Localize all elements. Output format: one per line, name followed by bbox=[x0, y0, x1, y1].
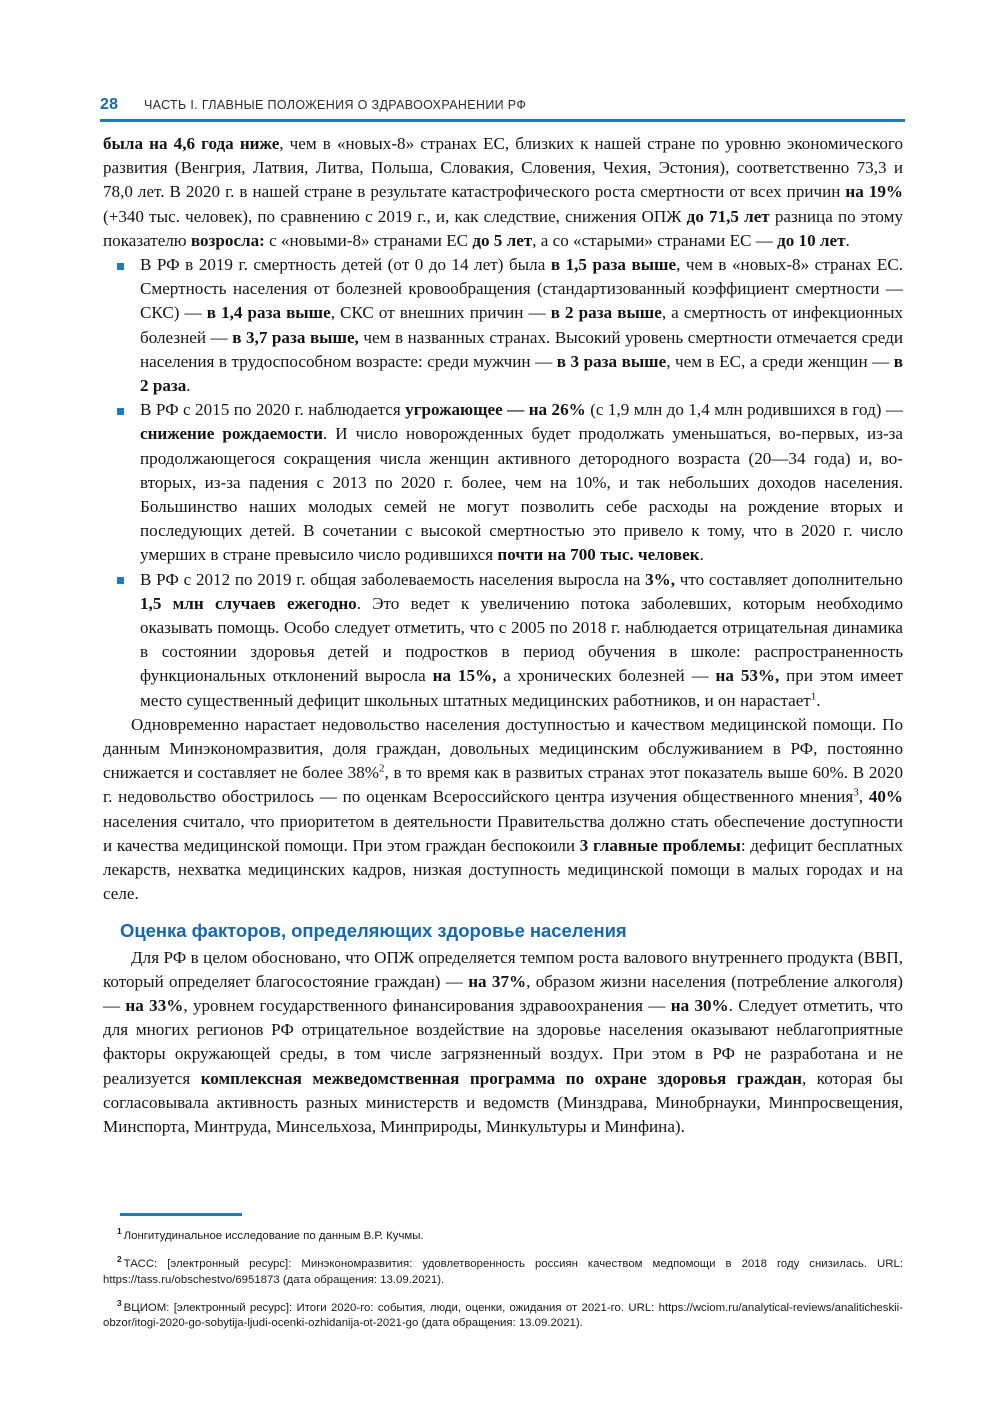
emphasis-run-5: в 2 раза выше bbox=[550, 303, 662, 323]
bullet-morbidity-text bbox=[140, 570, 903, 710]
text-run-6: , а смертность от инфекционных болезней — bbox=[140, 303, 904, 347]
list-item bbox=[103, 398, 903, 567]
square-bullet-icon bbox=[117, 408, 124, 415]
footnote-item bbox=[103, 1296, 903, 1332]
bullet-list bbox=[103, 253, 903, 713]
text-run-0: В РФ в 2019 г. смертность детей (от 0 до 14 лет) была bbox=[140, 255, 551, 275]
factors-s4: . Следует отметить, что для многих регионов РФ отрицательное воздействие на здоровье населения оказывают неблагоприятные факторы окружающей среды, в том числе загрязненный воздух. При этом в РФ не разработана и не реализуется bbox=[103, 995, 904, 1088]
footnote-marker: 2 bbox=[117, 1254, 122, 1265]
factors-b3: на 30% bbox=[670, 995, 729, 1015]
emphasis-run-1: в 1,5 раза выше bbox=[550, 255, 677, 275]
page-content bbox=[103, 132, 903, 1139]
paragraph-dissatisfaction bbox=[103, 713, 903, 907]
square-bullet-icon bbox=[117, 263, 124, 270]
emphasis-run-1: угрожающее — на 26% bbox=[405, 400, 586, 420]
text-run-10: , чем в ЕС, а среди женщин — bbox=[666, 351, 894, 371]
emphasis-run-7: на 53%, bbox=[715, 666, 780, 686]
dissat-s5: : дефицит бесплатных лекарств, нехватка медицинских кадров, низкая доступность медицинской помощи в малых городах и на селе. bbox=[103, 835, 903, 904]
text-run-2: (с 1,9 млн до 1,4 млн родившихся в год) — bbox=[585, 400, 904, 420]
page-number: 28 bbox=[100, 96, 119, 113]
text-run-2: что составляет дополнительно bbox=[675, 569, 903, 589]
factors-s2: , образом жизни населения (потребление алкоголя) — bbox=[103, 971, 903, 1015]
list-item bbox=[103, 568, 903, 713]
dissat-s1: Одновременно нарастает недовольство населения доступностью и качеством медицинской помощи. По данным Минэкономразвития, доля граждан, довольных медицинским обслуживанием в РФ, постоянно снижается и составляет не более 38% bbox=[103, 714, 903, 783]
footnote-ref-1: 1 bbox=[810, 689, 817, 702]
continued-bold-6: до 10 лет bbox=[777, 230, 846, 250]
emphasis-run-3: в 1,4 раза выше bbox=[206, 303, 331, 323]
footnote-ref-2: 2 bbox=[379, 762, 385, 775]
footnote-ref-3: 3 bbox=[853, 786, 859, 799]
dissat-bold-2: 3 главные проблемы bbox=[579, 835, 741, 855]
text-run-tail: . bbox=[816, 690, 821, 710]
footnote-marker: 1 bbox=[117, 1226, 122, 1236]
bullet-mortality-text bbox=[140, 255, 903, 395]
text-run-4: , СКС от внешних причин — bbox=[330, 303, 551, 323]
emphasis-run-5: на 15%, bbox=[432, 666, 497, 686]
factors-s1: Для РФ в целом обосновано, что ОПЖ определяется темпом роста валового внутреннего продукта (ВВП, который определяет благосостояние граждан) — bbox=[103, 947, 903, 991]
text-run-6: . bbox=[699, 545, 704, 565]
text-run-0: В РФ с 2015 по 2020 г. наблюдается bbox=[140, 400, 406, 420]
bullet-birthrate-text bbox=[140, 400, 903, 564]
square-bullet-icon bbox=[117, 577, 124, 584]
continued-bold-3: до 71,5 лет bbox=[686, 206, 770, 226]
continued-bold-4: возросла: bbox=[190, 230, 265, 250]
emphasis-run-7: в 3,7 раза выше, bbox=[232, 327, 359, 347]
footnote-separator-rule bbox=[120, 1213, 242, 1216]
dissat-s3: , bbox=[858, 787, 869, 807]
paragraph-continued bbox=[103, 132, 903, 253]
factors-b2: на 33% bbox=[125, 995, 184, 1015]
factors-b4: комплексная межведомственная программа по охране здоровья граждан bbox=[200, 1068, 802, 1088]
footnote-text: ВЦИОМ: [электронный ресурс]: Итоги 2020-го: события, люди, оценки, ожидания от 2021-го. URL: https://wciom.ru/analytical-reviews/analiticheskii-obzor/itogi-2020-go-sobytija-ljudi-ocenki-ozhidanija-ot-2021-go (дата обращения: 13.09.2021). bbox=[103, 1301, 903, 1330]
text-run-8: при этом имеет место существенный дефицит школьных штатных медицинских работников, и он нарастает bbox=[140, 666, 903, 710]
dissat-s4: населения считало, что приоритетом в деятельности Правительства должно стать обеспечение доступности и качества медицинской помощи. При этом граждан беспокоили bbox=[103, 811, 903, 855]
factors-b1: на 37% bbox=[468, 971, 527, 991]
running-header bbox=[100, 96, 905, 126]
text-run-6: а хронических болезней — bbox=[496, 666, 716, 686]
section-heading: Оценка факторов, определяющих здоровье населения bbox=[120, 919, 627, 941]
emphasis-run-9: в 3 раза выше bbox=[556, 351, 667, 371]
header-rule bbox=[100, 119, 905, 122]
dissat-s2: , в то время как в развитых странах этот показатель выше 60%. В 2020 г. недовольство обострилось — по оценкам Всероссийского центра изучения общественного мнения bbox=[103, 763, 904, 807]
paragraph-factors bbox=[103, 946, 903, 1140]
continued-lead-bold: была на 4,6 года ниже bbox=[103, 134, 280, 153]
footnote-text: Лонгитудинальное исследование по данным В.Р. Кучмы. bbox=[123, 1229, 424, 1242]
dissat-bold-1: 40% bbox=[868, 787, 904, 807]
emphasis-run-5: почти на 700 тыс. человек bbox=[497, 545, 700, 565]
continued-bold-2: на 19% bbox=[845, 182, 904, 202]
factors-s3: , уровнем государственного финансирования здравоохранения — bbox=[183, 995, 671, 1015]
continued-text-2: (+340 тыс. человек), по сравнению с 2019 г., и, как следствие, снижения ОПЖ bbox=[103, 206, 687, 226]
text-run-8: чем в названных странах. Высокий уровень смертности отмечается среди населения в трудоспособном возрасте: среди мужчин — bbox=[140, 327, 904, 371]
continued-text-5: , а со «старыми» странами ЕС — bbox=[532, 230, 778, 250]
continued-text-4: с «новыми-8» странами ЕС bbox=[264, 230, 473, 250]
text-run-2: , чем в «новых-8» странах ЕС. Смертность населения от болезней кровообращения (стандартизованный коэффициент смертности — СКС) — bbox=[140, 255, 903, 323]
continued-text-6: . bbox=[845, 230, 850, 250]
text-run-12: . bbox=[186, 376, 191, 396]
footnote-item bbox=[103, 1224, 903, 1244]
text-run-0: В РФ с 2012 по 2019 г. общая заболеваемость населения выросла на bbox=[140, 569, 646, 589]
text-run-4: . Это ведет к увеличению потока заболевших, которым необходимо оказывать помощь. Особо следует отметить, что с 2005 по 2018 г. наблюдается отрицательная динамика в состоянии здоровья детей и подростков в период обучения в школе: распространенность функциональных отклонений выросла bbox=[140, 593, 904, 686]
list-item bbox=[103, 253, 903, 398]
continued-bold-5: до 5 лет bbox=[472, 230, 533, 250]
continued-text-3: разница по этому показателю bbox=[103, 206, 903, 250]
emphasis-run-3: снижение рождаемости bbox=[140, 424, 323, 444]
footnote-marker: 3 bbox=[117, 1298, 122, 1309]
emphasis-run-1: 3%, bbox=[645, 569, 675, 589]
factors-s5: , которая бы согласовывала активность разных министерств и ведомств (Минздрава, Минобрнауки, Минпросвещения, Минспорта, Минтруда, Минсельхоза, Минприроды, Минкультуры и Минфина). bbox=[103, 1068, 903, 1136]
continued-text-1: , чем в «новых-8» странах ЕС, близких к нашей стране по уровню экономического развития (Венгрия, Латвия, Литва, Польша, Словакия, Словения, Чехия, Эстония), соответственно 73,3 и 78,0 лет. В 2020 г. в нашей стране в результате катастрофического роста смертности от всех причин bbox=[103, 134, 903, 202]
emphasis-run-11: в 2 раза bbox=[140, 351, 904, 396]
text-run-4: . И число новорожденных будет продолжать уменьшаться, во-первых, из-за продолжающегося сокращения числа женщин активного детородного возраста (20—34 года) и, во-вторых, из-за падения с 2013 по 2020 г. более, чем на 10%, и так небольших доходов населения. Большинство наших молодых семей не могут позволить себе расходы на рождение вторых и последующих детей. В сочетании с высокой смертностью это привело к тому, что в 2020 г. число умерших в стране превысило число родившихся bbox=[140, 424, 903, 565]
footnote-block bbox=[103, 1224, 903, 1340]
emphasis-run-3: 1,5 млн случаев ежегодно bbox=[140, 593, 357, 613]
header-title: ЧАСТЬ I. ГЛАВНЫЕ ПОЛОЖЕНИЯ О ЗДРАВООХРАНЕНИИ РФ bbox=[144, 98, 527, 112]
footnote-text: ТАСС: [электронный ресурс]: Минэкономразвития: удовлетворенность россиян качеством медпомощи в 2018 году снизилась. URL: https://tass.ru/obschestvo/6951873 (дата обращения: 13.09.2021). bbox=[103, 1258, 903, 1286]
footnote-item bbox=[103, 1252, 903, 1288]
